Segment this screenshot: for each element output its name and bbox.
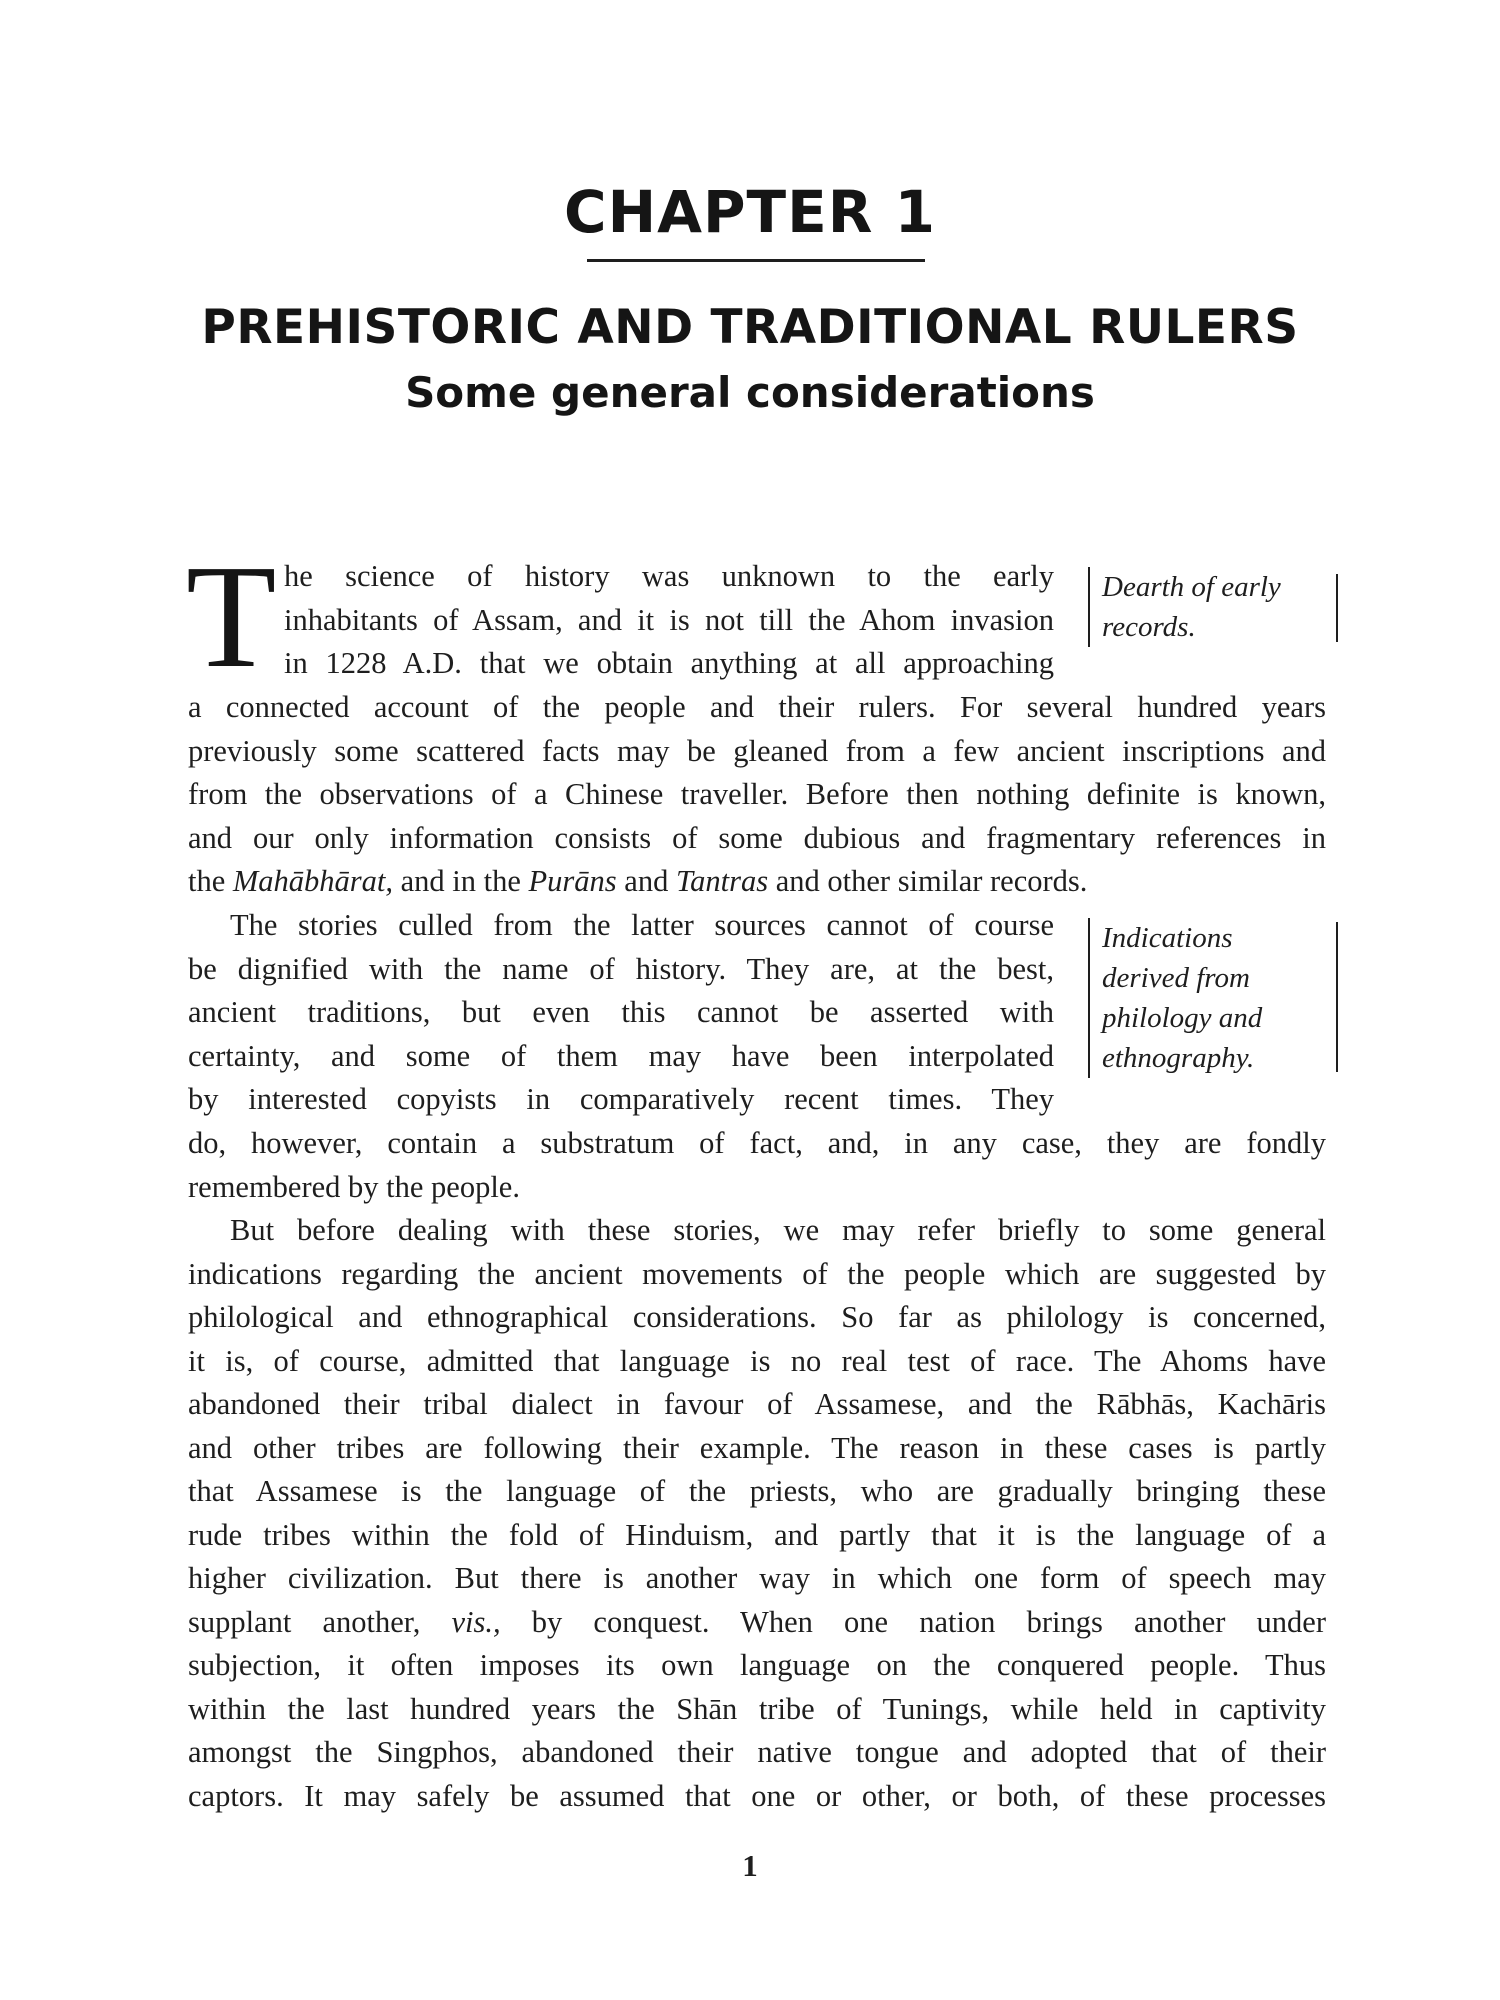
text-line: philological and ethnographical considerations. So far as philology is concerned,: [188, 1300, 1326, 1334]
page-number: 1: [742, 1848, 758, 1883]
text-line: be dignified with the name of history. They are, at the best,: [188, 951, 1054, 986]
text-line: [188, 860, 1326, 904]
text-span: supplant another,: [188, 1604, 452, 1639]
paragraph-3: [188, 1209, 1326, 1818]
text-line: rude tribes within the fold of Hinduism, and partly that it is the language of a: [188, 1517, 1326, 1552]
italic-title: Mahābhārat,: [232, 864, 394, 898]
text-line: certainty, and some of them may have been interpolated: [188, 1038, 1054, 1073]
paragraph-2-narrow: [188, 904, 1054, 1122]
paragraph-1-opening: [284, 555, 1054, 686]
note-line: Indications: [1102, 922, 1233, 954]
text-line: [188, 1601, 1326, 1645]
margin-note-bar: [1336, 922, 1338, 1072]
text-line: and our only information consists of some dubious and fragmentary references in: [188, 820, 1326, 855]
paragraph-2-body: [188, 1122, 1326, 1209]
text-line: do, however, contain a substratum of fact, and, in any case, they are fondly: [188, 1126, 1326, 1160]
margin-note-dearth: [1088, 567, 1346, 647]
note-line: philology and: [1102, 1002, 1263, 1034]
margin-note-bar: [1336, 574, 1338, 642]
text-line: in 1228 A.D. that we obtain anything at all approaching: [284, 646, 1054, 680]
text-span: and in the: [393, 864, 529, 898]
text-span: the: [188, 864, 233, 898]
drop-cap: T: [186, 535, 277, 699]
italic-title: Purāns: [528, 864, 617, 898]
text-line: that Assamese is the language of the priests, who are gradually bringing these: [188, 1474, 1326, 1508]
text-line: subjection, it often imposes its own language on the conquered people. Thus: [188, 1648, 1326, 1682]
italic-word: vis.,: [451, 1604, 501, 1639]
chapter-subtitle: Some general considerations: [405, 368, 1095, 417]
text-line: and other tribes are following their example. The reason in these cases is partly: [188, 1430, 1326, 1465]
italic-title: Tantras: [675, 864, 769, 898]
text-line: The stories culled from the latter sources cannot of course: [230, 908, 1054, 942]
note-line: derived from: [1102, 962, 1250, 994]
text-line: it is, of course, admitted that language is no real test of race. The Ahoms have: [188, 1343, 1326, 1378]
chapter-label: CHAPTER 1: [564, 178, 936, 246]
text-line: ancient traditions, but even this cannot be asserted with: [188, 995, 1054, 1029]
text-line: abandoned their tribal dialect in favour of Assamese, and the Rābhās, Kachāris: [188, 1387, 1326, 1421]
text-line: from the observations of a Chinese traveller. Before then nothing definite is known,: [188, 777, 1326, 811]
text-line: he science of history was unknown to the early: [284, 559, 1054, 593]
chapter-title: PREHISTORIC AND TRADITIONAL RULERS: [201, 300, 1299, 355]
note-line: records.: [1102, 611, 1196, 643]
text-line: within the last hundred years the Shān tribe of Tunings, while held in captivity: [188, 1691, 1326, 1726]
paragraph-1-body: [188, 686, 1326, 904]
text-line: But before dealing with these stories, we may refer briefly to some general: [230, 1213, 1326, 1247]
text-line: remembered by the people.: [188, 1169, 520, 1204]
note-line: ethnography.: [1102, 1042, 1255, 1074]
text-line: higher civilization. But there is another way in which one form of speech may: [188, 1561, 1326, 1595]
text-span: and: [616, 864, 676, 898]
text-line: by interested copyists in comparatively recent times. They: [188, 1082, 1054, 1116]
text-span: by conquest. When one nation brings another under: [500, 1604, 1326, 1639]
text-line: captors. It may safely be assumed that one or other, or both, of these processes: [188, 1778, 1326, 1813]
text-span: and other similar records.: [768, 864, 1088, 898]
margin-note-indications: [1088, 918, 1346, 1078]
text-line: previously some scattered facts may be gleaned from a few ancient inscriptions and: [188, 733, 1326, 768]
text-line: indications regarding the ancient movements of the people which are suggested by: [188, 1256, 1326, 1291]
text-line: amongst the Singphos, abandoned their native tongue and adopted that of their: [188, 1735, 1326, 1769]
text-line: inhabitants of Assam, and it is not till the Ahom invasion: [284, 602, 1054, 637]
chapter-rule: [587, 259, 925, 262]
text-line: a connected account of the people and their rulers. For several hundred years: [188, 690, 1326, 724]
note-line: Dearth of early: [1102, 571, 1281, 603]
